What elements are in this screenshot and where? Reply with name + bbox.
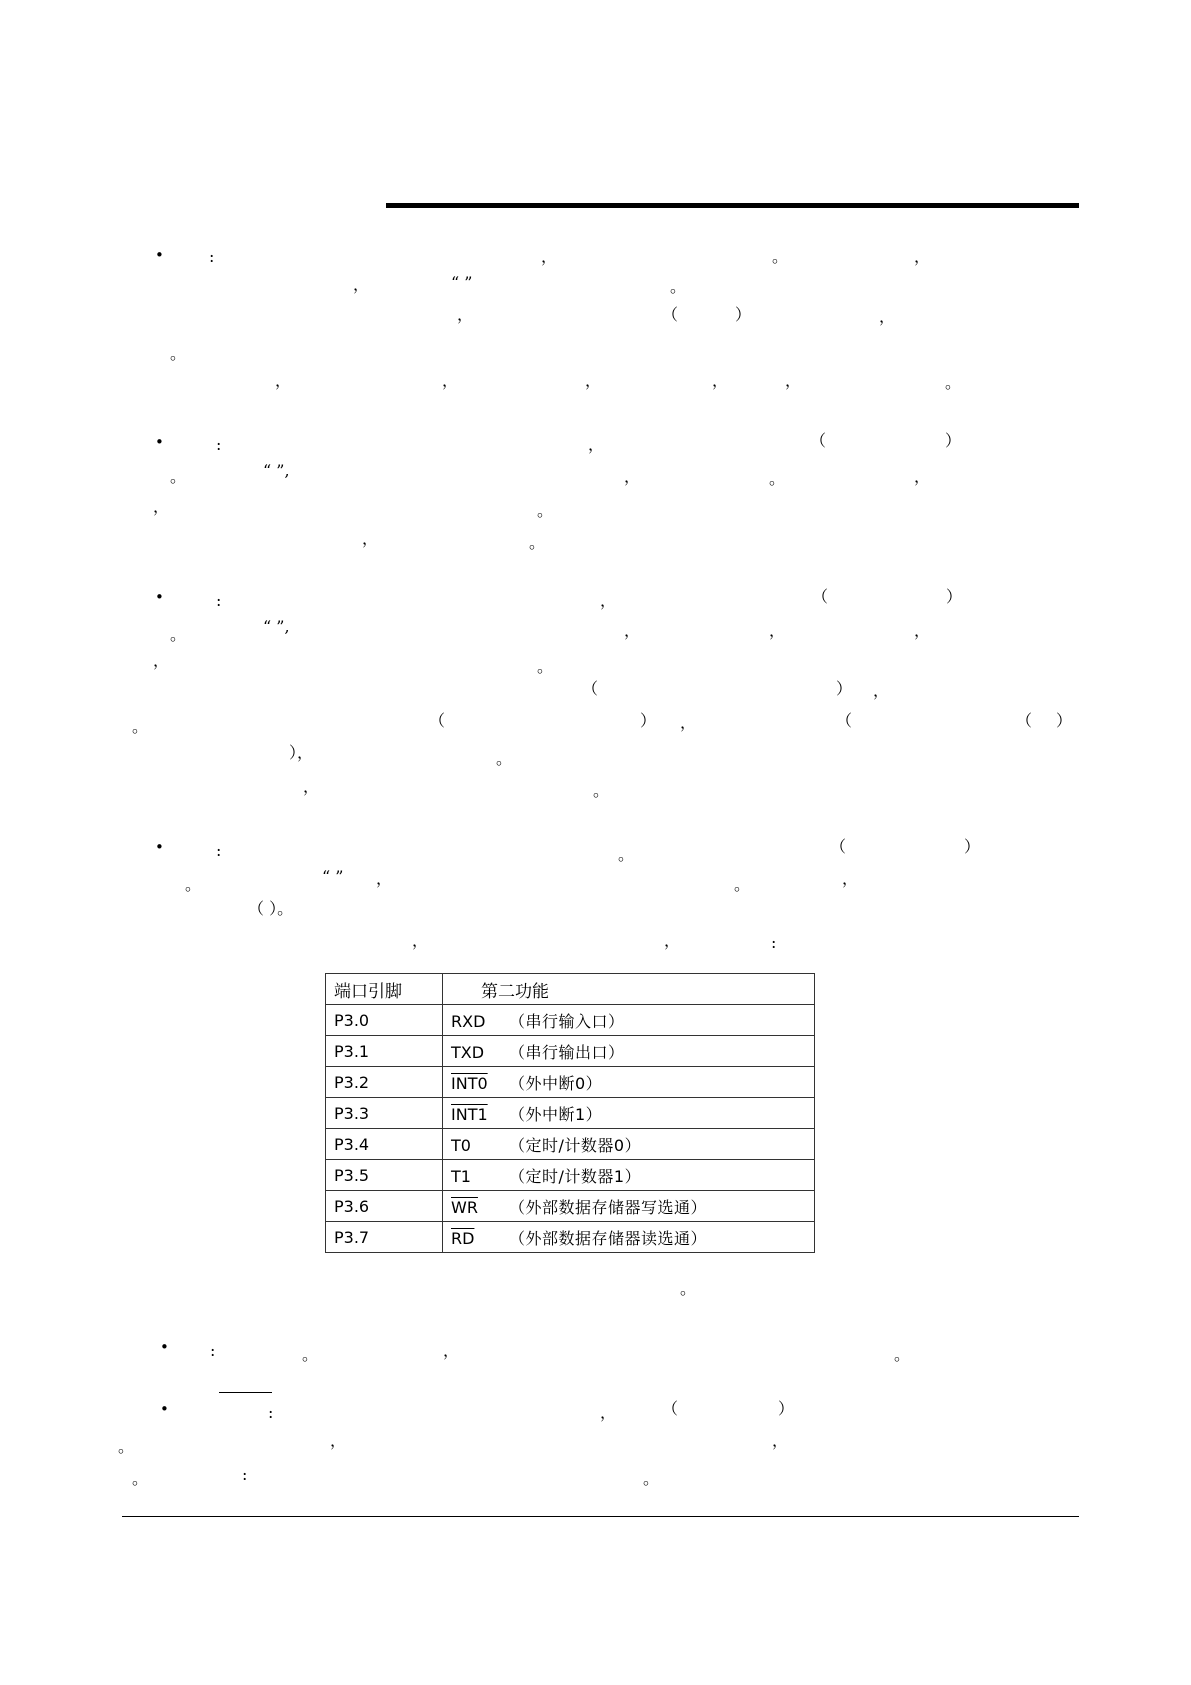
quote-pair-comma: “ ”, <box>263 617 290 636</box>
comma: ， <box>275 371 292 390</box>
second-function-cell <box>443 1129 815 1160</box>
signal-name: RXD <box>451 1011 486 1031</box>
port-pin-cell: P3.7 <box>326 1222 443 1253</box>
signal-description: （外部数据存储器读选通） <box>509 1228 708 1248</box>
bullet-5: • <box>160 1338 169 1356</box>
port-pin-cell: P3.4 <box>326 1129 443 1160</box>
comma: ， <box>457 305 474 324</box>
period: 。 <box>680 1279 697 1298</box>
comma: ， <box>624 621 641 640</box>
bullet-1: • <box>155 246 164 264</box>
signal-description: （外中断1） <box>509 1104 603 1124</box>
comma: ， <box>600 1403 617 1422</box>
comma: ， <box>443 1341 460 1360</box>
period: 。 <box>185 875 202 894</box>
quote-pair-comma: “ ”, <box>263 461 290 480</box>
comma: ， <box>330 1431 347 1450</box>
rparen: ） <box>640 711 657 730</box>
comma: ， <box>442 371 459 390</box>
lparen: （ <box>662 305 679 324</box>
signal-description: （串行输入口） <box>509 1011 625 1031</box>
second-function-cell <box>443 1191 815 1222</box>
comma: ， <box>680 713 697 732</box>
comma: ， <box>772 1431 789 1450</box>
comma: ， <box>873 681 890 700</box>
period: 。 <box>670 277 687 296</box>
port-pin-cell: P3.1 <box>326 1036 443 1067</box>
period: 。 <box>132 1469 149 1488</box>
comma: ， <box>879 307 896 326</box>
signal-name: INT0 <box>451 1073 488 1093</box>
quote-pair: “ ” <box>322 867 344 886</box>
lparen: （ <box>836 711 853 730</box>
rparen: ） <box>735 305 752 324</box>
period: 。 <box>734 875 751 894</box>
period: 。 <box>170 625 187 644</box>
period: 。 <box>496 749 513 768</box>
table-row <box>326 1191 815 1222</box>
header-rule <box>386 203 1079 208</box>
period: 。 <box>537 657 554 676</box>
port-pin-cell: P3.5 <box>326 1160 443 1191</box>
comma: ， <box>842 869 859 888</box>
table-row <box>326 1036 815 1067</box>
comma: ， <box>541 247 558 266</box>
port-function-table <box>325 973 815 1253</box>
second-function-cell <box>443 1005 815 1036</box>
comma: ， <box>712 371 729 390</box>
colon: : <box>268 1403 274 1422</box>
second-function-cell <box>443 1160 815 1191</box>
signal-name: T1 <box>451 1166 471 1186</box>
colon: : <box>216 841 222 860</box>
signal-description: （定时/计数器1） <box>509 1166 642 1186</box>
period: 。 <box>529 533 546 552</box>
underline-rule <box>219 1392 272 1393</box>
second-function-cell <box>443 1098 815 1129</box>
signal-description: （外中断0） <box>509 1073 603 1093</box>
period: 。 <box>643 1469 660 1488</box>
comma: ， <box>914 467 931 486</box>
footer-rule <box>122 1516 1079 1517</box>
period: 。 <box>772 247 789 266</box>
table-row <box>326 1067 815 1098</box>
table-row <box>326 1160 815 1191</box>
bullet-4: • <box>155 838 164 856</box>
signal-name: T0 <box>451 1135 471 1155</box>
comma: ， <box>153 651 170 670</box>
rparen: ） <box>964 837 981 856</box>
rparen: ） <box>836 679 853 698</box>
lparen: （ <box>810 431 827 450</box>
header-second-function: 第二功能 <box>443 974 815 1005</box>
comma: ， <box>585 371 602 390</box>
port-pin-cell: P3.3 <box>326 1098 443 1129</box>
period: 。 <box>118 1437 135 1456</box>
comma: ， <box>785 371 802 390</box>
lparen: （ <box>582 679 599 698</box>
comma: ， <box>600 591 617 610</box>
lparen: （ <box>1016 711 1033 730</box>
table-row <box>326 1129 815 1160</box>
lparen: （ <box>812 587 829 606</box>
quote-pair: “ ” <box>451 273 473 292</box>
comma: ， <box>664 931 681 950</box>
port-pin-cell: P3.0 <box>326 1005 443 1036</box>
colon: : <box>216 591 222 610</box>
signal-description: （外部数据存储器写选通） <box>509 1197 708 1217</box>
period: 。 <box>618 845 635 864</box>
period: 。 <box>170 467 187 486</box>
signal-description: （定时/计数器0） <box>509 1135 642 1155</box>
rparen: ） <box>1056 711 1073 730</box>
period: 。 <box>302 1345 319 1364</box>
second-function-cell <box>443 1036 815 1067</box>
port-pin-cell: P3.2 <box>326 1067 443 1098</box>
colon: : <box>210 1341 216 1360</box>
lparen: （ <box>830 837 847 856</box>
period: 。 <box>945 373 962 392</box>
lparen: （ <box>662 1399 679 1418</box>
period: 。 <box>132 717 149 736</box>
comma: ， <box>624 467 641 486</box>
header-port-pin: 端口引脚 <box>326 974 443 1005</box>
colon: : <box>771 933 777 952</box>
bullet-3: • <box>155 588 164 606</box>
second-function-cell <box>443 1222 815 1253</box>
rparen: ） <box>778 1399 795 1418</box>
comma: ， <box>376 869 393 888</box>
colon: : <box>209 247 215 266</box>
rparen: ） <box>945 431 962 450</box>
signal-name: $\overline{WR}$ <box>451 1197 478 1217</box>
signal-name: INT1 <box>451 1104 488 1124</box>
period: 。 <box>593 781 610 800</box>
signal-name: $\overline{RD}$ <box>451 1228 475 1248</box>
period: 。 <box>894 1345 911 1364</box>
comma: ， <box>914 621 931 640</box>
comma: ， <box>914 247 931 266</box>
period: 。 <box>537 501 554 520</box>
comma: ， <box>353 275 370 294</box>
comma: ， <box>362 529 379 548</box>
period: 。 <box>769 469 786 488</box>
period: 。 <box>170 344 187 363</box>
paren-pair-period: （ ）。 <box>248 899 294 918</box>
table-row <box>326 1222 815 1253</box>
signal-description: （串行输出口） <box>509 1042 625 1062</box>
port-pin-cell: P3.6 <box>326 1191 443 1222</box>
table-row <box>326 1098 815 1129</box>
comma: ， <box>588 435 605 454</box>
table-header-row <box>326 974 815 1005</box>
rparen-comma: ）， <box>289 743 314 762</box>
comma: ， <box>153 497 170 516</box>
comma: ， <box>412 931 429 950</box>
colon: : <box>216 435 222 454</box>
signal-name: TXD <box>451 1042 485 1062</box>
second-function-cell <box>443 1067 815 1098</box>
comma: ， <box>303 777 320 796</box>
bullet-6: • <box>160 1400 169 1418</box>
rparen: ） <box>946 587 963 606</box>
bullet-2: • <box>155 433 164 451</box>
comma: ， <box>769 621 786 640</box>
lparen: （ <box>429 711 446 730</box>
table-row <box>326 1005 815 1036</box>
colon: : <box>242 1465 248 1484</box>
